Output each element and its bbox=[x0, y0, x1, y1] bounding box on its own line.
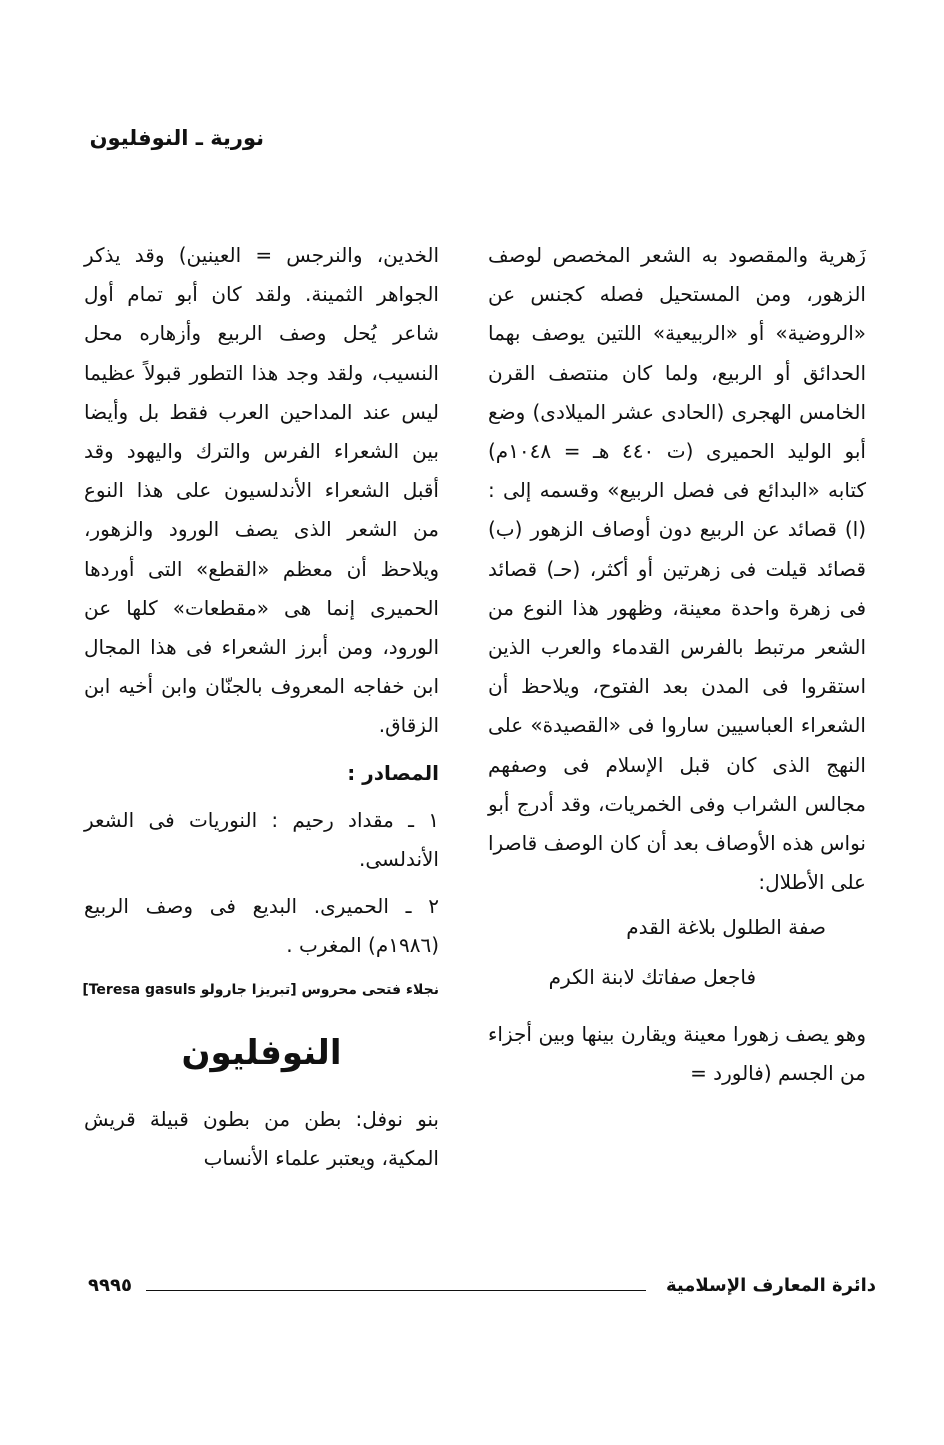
verse-line: فاجعل صفاتك لابنة الكرم bbox=[548, 964, 756, 989]
verse-line: صفة الطلول بلاغة القدم bbox=[626, 915, 826, 940]
entry-paragraph: بنو نوفل: بطن من بطون قبيلة قريش المكية، ويعتبر علماء الأنساب bbox=[84, 1106, 439, 1170]
page-number: ٩٩٩٥ bbox=[88, 1275, 132, 1296]
journal-name: دائرة المعارف الإسلامية bbox=[665, 1275, 876, 1296]
source-item: ٢ ـ الحميرى. البديع فى وصف الربيع (١٩٨٦م) المغرب . bbox=[84, 894, 439, 958]
footer-rule bbox=[146, 1290, 646, 1291]
right-column bbox=[488, 236, 866, 1093]
body-paragraph: وهو يصف زهورا معينة ويقارن بينها وبين أجزاء من الجسم (فالورد = bbox=[488, 1021, 866, 1086]
body-paragraph: الخدين، والنرجس = العينين) وقد يذكر الجواهر الثمينة. ولقد كان أبو تمام أول شاعر يُحل وصف الربيع وأزهاره محل النسيب، ولقد وجد هذا التطور قبولاً عظيما ليس عند المداحين العرب فقط بل وأيضا بين الشعراء الفرس والترك واليهود وقد أقبل الشعراء الأندلسيون على هذا النوع من الشعر الذى يصف الورود والزهور، ويلاحظ أن معظم «القطع» التى أوردها الحميرى إنما هى «مقطعات» كلها عن الورود، ومن أبرز الشعراء فى هذا المجال ابن خفاجه المعروف بالجنّان وابن أخيه ابن الزقاق. bbox=[84, 243, 439, 738]
left-column bbox=[84, 236, 439, 1178]
running-title: نورية ـ النوفليون bbox=[89, 126, 264, 150]
body-paragraph: زَهرية والمقصود به الشعر المخصص لوصف الزهور، ومن المستحيل فصله كجنس عن «الروضية» أو «الربيعية» اللتين يوصف بهما الحدائق أو الربيع، ولما كان منتصف القرن الخامس الهجرى (الحادى عشر الميلادى) وضع أبو الوليد الحميرى (ت ٤٤٠ هـ = ١٠٤٨م) كتابه «البدائع فى فصل الربيع» وقسمه إلى : (ا) قصائد عن الربيع دون أوصاف الزهور (ب) قصائد قيلت فى زهرتين أو أكثر، (حـ) قصائد فى زهرة واحدة معينة، وظهور هذا النوع من الشعر مرتبط بالفرس القدماء والعرب الذين استقروا فى المدن بعد الفتوح، ويلاحظ أن الشعراء العباسيين ساروا فى «القصيدة» على النهج الذى كان قبل الإسلام فى وصفهم مجالس الشراب وفى الخمريات، وقد أدرج أبو نواس هذه الأوصاف بعد أن كان الوصف قاصرا على الأطلال: bbox=[488, 243, 866, 895]
poem-verse bbox=[488, 908, 866, 996]
author-signature: نجلاء فتحى محروس [تبريزا جارولو Teresa gasuls] bbox=[82, 981, 439, 998]
sources-heading: المصادر : bbox=[347, 760, 439, 785]
source-item: ١ ـ مقداد رحيم : النوريات فى الشعر الأندلسى. bbox=[84, 807, 439, 872]
page-footer bbox=[88, 1275, 876, 1305]
entry-title: النوفليون bbox=[181, 1032, 342, 1073]
